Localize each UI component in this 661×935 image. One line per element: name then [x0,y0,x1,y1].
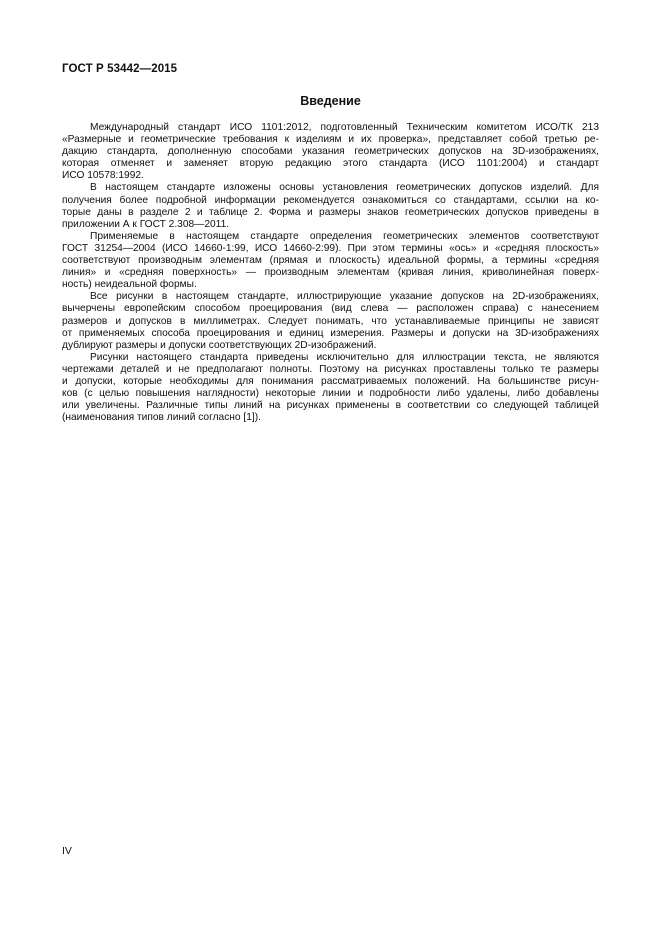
text-line: ГОСТ 31254—2004 (ИСО 14660-1:99, ИСО 14660-2:99). При этом термины «ось» и «средняя плоскость» [62,242,599,254]
text-line: размеров и допусков в миллиметрах. Следует понимать, что устанавливаемые принципы не зависят [62,315,599,327]
text-line: торые даны в разделе 2 и таблице 2. Форма и размеры знаков геометрических допусков приведены в [62,206,599,218]
body-text [62,122,599,424]
document-code: ГОСТ Р 53442—2015 [62,63,178,75]
text-line: «Размерные и геометрические требования к изделиям и их проверка», представляет собой третью ре- [62,134,599,146]
text-line: дублируют размеры и допуски соответствующих 2D-изображений. [62,339,377,351]
text-line: чертежами деталей и не предполагают полноты. Поэтому на рисунках проставлены только те размеры [62,363,599,375]
text-line: и допуски, которые необходимы для понимания рассматриваемых положений. На большинстве рисун- [62,375,599,387]
text-line: линия» и «средняя поверхность» — производным элементам (кривая линия, криволинейная поверх- [62,267,599,279]
text-line: или увеличены. Различные типы линий на рисунках применены в соответствии со следующей таблицей [62,400,599,412]
paragraph [62,122,599,182]
text-line: ность) неидеальной формы. [62,279,197,291]
text-line: которая отменяет и заменяет вторую редакцию этого стандарта (ИСО 1101:2004) и стандарт [62,158,599,170]
text-line: ков (с целью повышения наглядности) некоторые линии и подробности либо удалены, либо добавлены [62,388,599,400]
text-line: Применяемые в настоящем стандарте определения геометрических элементов соответствуют [90,230,599,242]
page-number: IV [62,845,72,857]
text-line: (наименования типов линий согласно [1]). [62,412,261,424]
text-line: В настоящем стандарте изложены основы установления геометрических допусков изделий. Для [90,182,599,194]
paragraph [62,291,599,351]
text-line: Рисунки настоящего стандарта приведены исключительно для иллюстрации текста, не являются [90,351,599,363]
text-line: дакцию стандарта, дополненную способами указания геометрических допусков на 3D-изображениях, [62,146,599,158]
section-title: Введение [300,94,361,108]
paragraph [62,182,599,230]
text-line: Все рисунки в настоящем стандарте, иллюстрирующие указание допусков на 2D-изображениях, [90,291,599,303]
text-line: приложении А к ГОСТ 2.308—2011. [62,218,230,230]
text-line: ИСО 10578:1992. [62,170,144,182]
paragraph [62,352,599,425]
text-line: соответствуют производным элементам (прямая и плоскость) идеальной формы, а термины «средняя [62,255,599,267]
text-line: получения более подробной информации рекомендуется ознакомиться со стандартами, ссылки на ко- [62,194,599,206]
text-line: Международный стандарт ИСО 1101:2012, подготовленный Техническим комитетом ИСО/ТК 213 [90,122,599,133]
text-line: от применяемых способа проецирования и единиц измерения. Размеры и допуски на 3D-изображениях [62,327,599,339]
paragraph [62,231,599,291]
text-line: вычерчены европейским способом проецирования (вид слева — расположен справа) с нанесением [62,303,599,315]
